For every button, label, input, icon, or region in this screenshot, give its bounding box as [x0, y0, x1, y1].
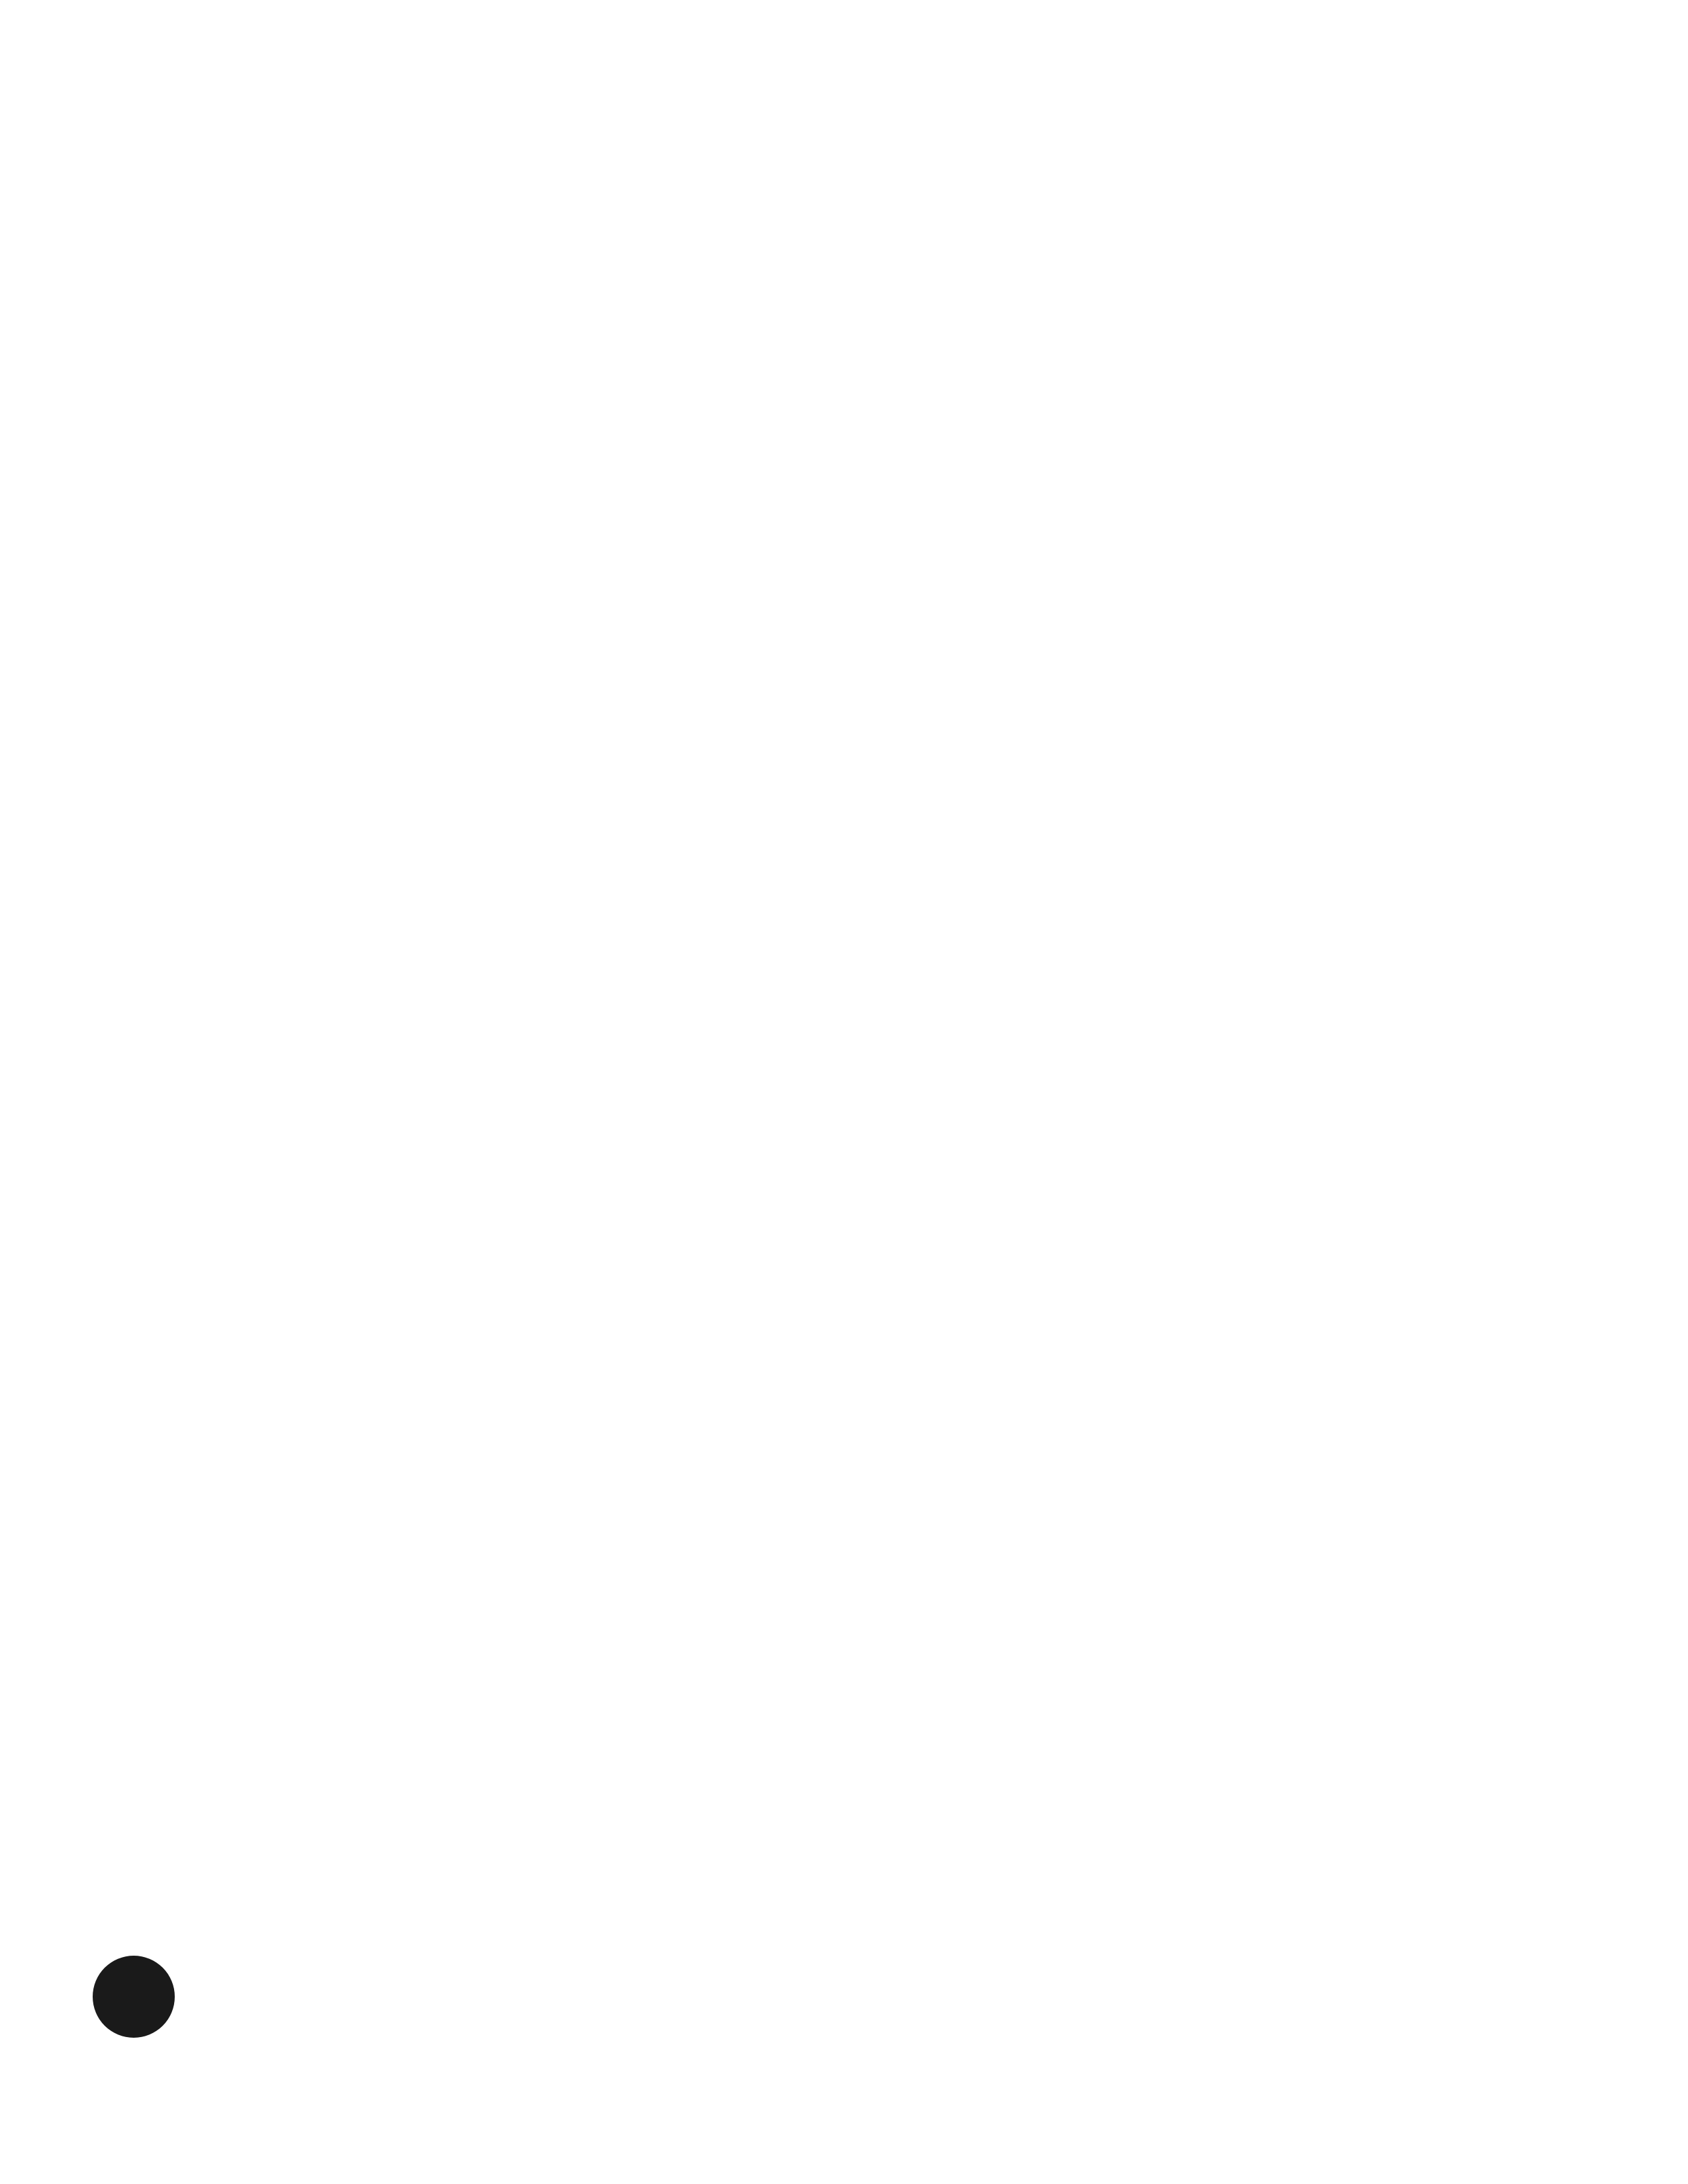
wm-circle-icon — [93, 1956, 175, 2038]
word-music-logo — [93, 1956, 191, 2038]
